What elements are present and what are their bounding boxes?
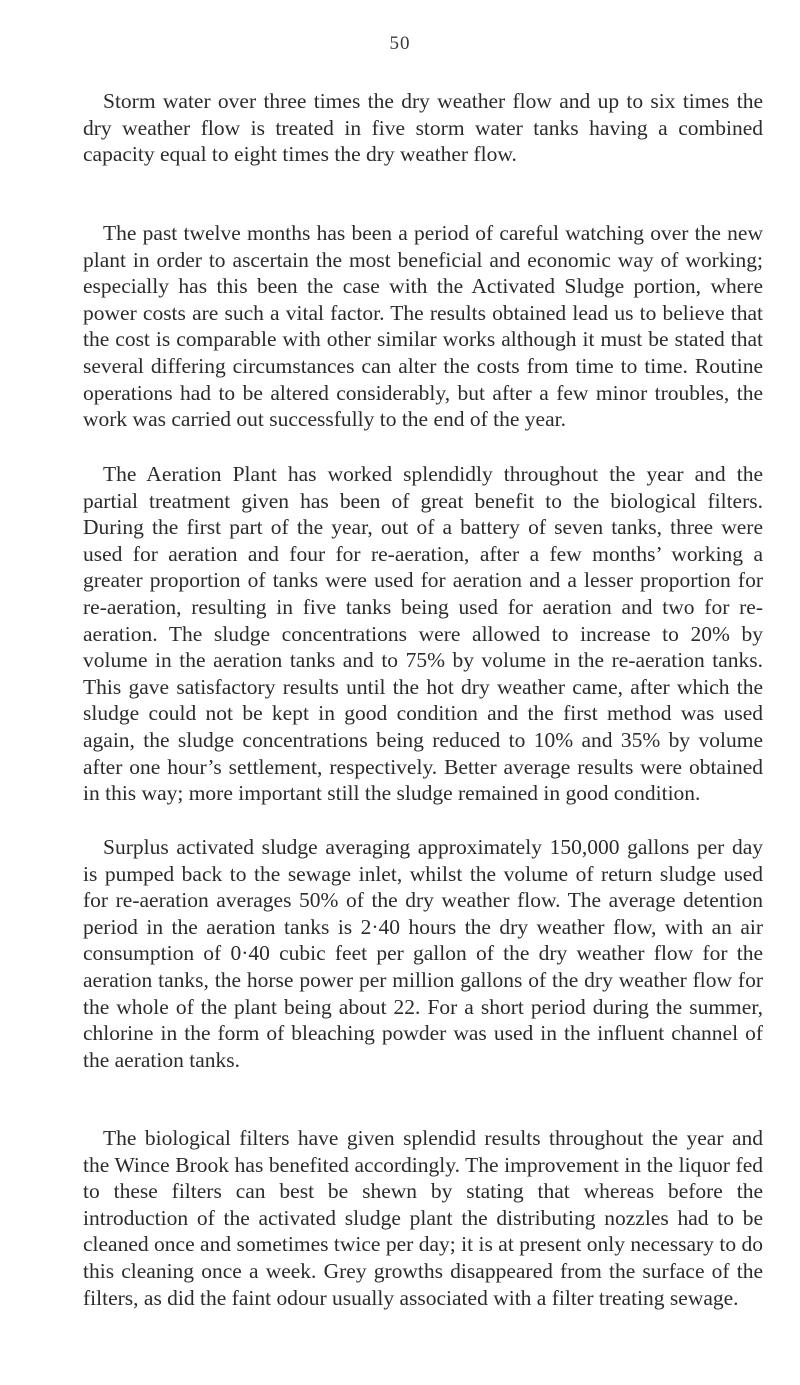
paragraph-past-twelve-months: The past twelve months has been a period of careful watching over the new plant in order to ascertain the most beneficial and economic way of working; especially has this been the case with the Activated Sludge portion, where power costs are such a vital factor. The results obtained lead us to believe that the cost is comparable with other similar works although it must be stated that several differing circumstances can alter the costs from time to time. Routine operations had to be altered considerably, but after a few minor troubles, the work was carried out successfully to the end of the year. bbox=[83, 221, 763, 432]
paragraph-storm-water: Storm water over three times the dry weather flow and up to six times the dry weather flow is treated in five storm water tanks having a combined capacity equal to eight times the dry weather flow. bbox=[83, 89, 763, 167]
paragraph-biological-filters: The biological filters have given splendid results throughout the year and the Wince Brook has benefited accordingly. The improvement in the liquor fed to these filters can best be shewn by stating that whereas before the introduction of the activated sludge plant the distributing nozzles had to be cleaned once and sometimes twice per day; it is at present only necessary to do this cleaning once a week. Grey growths disappeared from the surface of the filters, as did the faint odour usually associated with a filter treating sewage. bbox=[83, 1126, 763, 1310]
paragraph-surplus-sludge: Surplus activated sludge averaging approximately 150,000 gallons per day is pumped back to the sewage inlet, whilst the volume of return sludge used for re-aeration averages 50% of the dry weather flow. The average detention period in the aeration tanks is 2·40 hours the dry weather flow, with an air consumption of 0·40 cubic feet per gallon of the dry weather flow for the aeration tanks, the horse power per million gallons of the dry weather flow for the whole of the plant being about 22. For a short period during the summer, chlorine in the form of bleaching powder was used in the influent channel of the aeration tanks. bbox=[83, 835, 763, 1072]
paragraph-aeration-plant: The Aeration Plant has worked splendidly throughout the year and the partial treatment given has been of great benefit to the biological filters. During the first part of the year, out of a battery of seven tanks, three were used for aeration and four for re-aeration, after a few months’ working a greater proportion of tanks were used for aeration and a lesser proportion for re-aeration, resulting in five tanks being used for aeration and two for re-aeration. The sludge concentrations were allowed to increase to 20% by volume in the aeration tanks and to 75% by volume in the re-aeration tanks. This gave satisfactory results until the hot dry weather came, after which the sludge could not be kept in good condition and the first method was used again, the sludge concentrations being reduced to 10% and 35% by volume after one hour’s settlement, respectively. Better average results were obtained in this way; more important still the sludge remained in good condition. bbox=[83, 462, 763, 806]
page-number: 50 bbox=[389, 33, 411, 54]
